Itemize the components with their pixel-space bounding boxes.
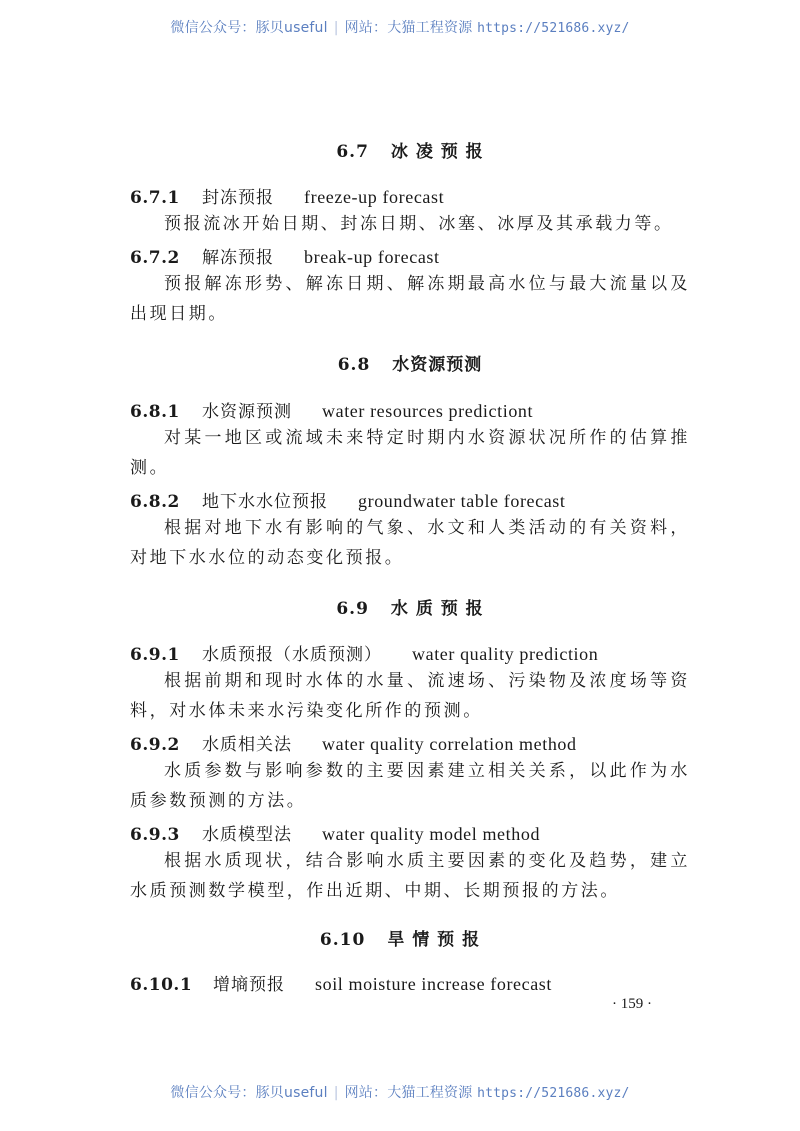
watermark-site: 网站：大猫工程资源	[344, 20, 473, 36]
term-6-7-2: 6.7.2 解冻预报 break-up forecast	[130, 247, 440, 268]
definition-6-8-1: 对某一地区或流域未来特定时期内水资源状况所作的估算推测。	[130, 428, 690, 478]
definition-6-9-3: 根据水质现状，结合影响水质主要因素的变化及趋势，建立水质预测数学模型，作出近期、中期、长期预报的方法。	[130, 851, 690, 901]
watermark-site: 网站：大猫工程资源	[344, 1085, 473, 1101]
watermark-separator: |	[333, 1085, 339, 1101]
definition-6-9-2: 水质参数与影响参数的主要因素建立相关关系，以此作为水质参数预测的方法。	[130, 761, 690, 811]
watermark-wechat: 微信公众号：豚贝useful	[170, 1085, 328, 1101]
watermark-wechat: 微信公众号：豚贝useful	[170, 20, 328, 36]
section-title-6-10: 6.10 旱 情 预 报	[319, 930, 481, 950]
term-6-9-1: 6.9.1 水质预报（水质预测） water quality prediction	[130, 644, 599, 665]
definition-6-9-1: 根据前期和现时水体的水量、流速场、污染物及浓度场等资料，对水体未来水污染变化所作的预测。	[130, 671, 690, 721]
watermark-footer	[0, 1082, 800, 1102]
term-6-10-1: 6.10.1 增墒预报 soil moisture increase forecast	[130, 974, 553, 995]
term-6-9-3: 6.9.3 水质模型法 water quality model method	[130, 824, 541, 845]
definition-6-7-2: 预报解冻形势、解冻日期、解冻期最高水位与最大流量以及出现日期。	[130, 274, 690, 324]
section-title-6-7: 6.7 冰 凌 预 报	[336, 142, 484, 162]
section-title-6-9: 6.9 水 质 预 报	[336, 599, 484, 619]
term-6-8-2: 6.8.2 地下水水位预报 groundwater table forecast	[130, 491, 566, 512]
watermark-separator: |	[333, 20, 339, 36]
watermark-header	[0, 17, 800, 37]
page-number: · 159 ·	[612, 996, 652, 1012]
watermark-url[interactable]: https://521686.xyz/	[477, 21, 630, 36]
watermark-url[interactable]: https://521686.xyz/	[477, 1086, 630, 1101]
definition-6-8-2: 根据对地下水有影响的气象、水文和人类活动的有关资料，对地下水水位的动态变化预报。	[130, 518, 690, 568]
definition-6-7-1: 预报流冰开始日期、封冻日期、冰塞、冰厚及其承载力等。	[164, 214, 674, 234]
term-6-8-1: 6.8.1 水资源预测 water resources predictiont	[130, 401, 534, 422]
term-6-9-2: 6.9.2 水质相关法 water quality correlation method	[130, 734, 577, 755]
section-title-6-8: 6.8 水资源预测	[337, 355, 483, 375]
term-6-7-1: 6.7.1 封冻预报 freeze-up forecast	[130, 187, 445, 208]
